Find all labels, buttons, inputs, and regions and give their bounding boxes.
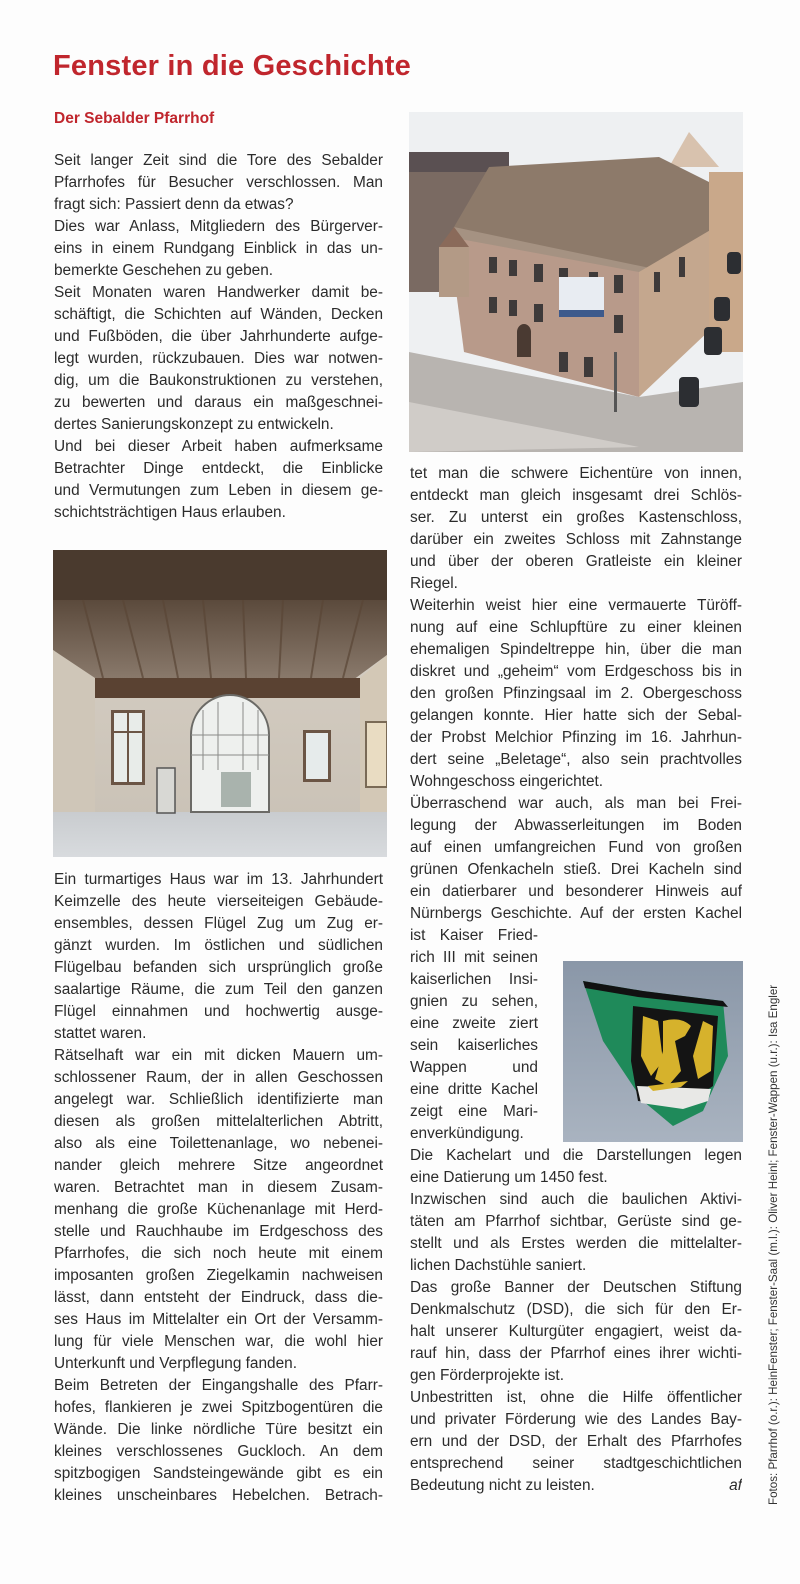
- author-signature: af: [729, 1477, 742, 1494]
- text-line: tet man die schwere Eichentüre von innen,: [410, 465, 742, 482]
- building-photo-graphic: [409, 112, 743, 452]
- interior-photo-graphic: [53, 550, 387, 857]
- text-line: Dies war Anlass, Mitgliedern des Bürgerver-: [54, 218, 383, 235]
- text-line: Unbestritten ist, ohne die Hilfe öffentlicher: [410, 1389, 742, 1406]
- text-line: Ein turmartiges Haus war im 13. Jahrhundert: [54, 871, 383, 888]
- text-line: Rätselhaft war ein mit dicken Mauern um-: [54, 1047, 383, 1064]
- text-line: bemerkte Geschehen zu geben.: [54, 262, 274, 279]
- text-line: und Vermutungen zum Leben in diesem ge-: [54, 482, 383, 499]
- text-line: lässt, dann entsteht der Eindruck, dass die-: [54, 1289, 383, 1306]
- text-line: Pfarrhofes für Besucher verschlossen. Man: [54, 174, 383, 191]
- text-line: saalartige Räume, die zum Teil den ganzen: [54, 981, 383, 998]
- text-line: Inzwischen sind auch die baulichen Aktivi-: [410, 1191, 742, 1208]
- text-line: ein datierbarer und besonderer Hinweis auf: [410, 883, 742, 900]
- right-column-main: [410, 463, 742, 925]
- text-line: Seit Monaten waren Handwerker damit be-: [54, 284, 383, 301]
- text-line: und Fußböden, die über Jahrhunderte aufge-: [54, 328, 383, 345]
- text-line: den großen Pfinzingsaal im 2. Obergeschoss: [410, 685, 742, 702]
- tile-photo: [563, 961, 743, 1142]
- text-line: Beim Betreten der Eingangshalle des Pfarr-: [54, 1377, 383, 1394]
- text-line: ser. Zu unterst ein großes Kastenschloss,: [410, 509, 742, 526]
- text-line: Weiterhin weist hier eine vermauerte Türöff-: [410, 597, 742, 614]
- text-line: entdeckt man gleich insgesamt drei Schlös-: [410, 487, 742, 504]
- text-line: sein kaiserliches: [410, 1037, 538, 1054]
- text-line: stellt und als Erstes werden die mittelalter-: [410, 1235, 742, 1252]
- text-line: waren. Betrachtet man in diesem Zusam-: [54, 1179, 383, 1196]
- text-line: angelegt war. Schließlich identifizierte man: [54, 1091, 383, 1108]
- text-line: und privater Förderung wie des Landes Bay-: [410, 1411, 742, 1428]
- text-line: Seit langer Zeit sind die Tore des Sebalder: [54, 152, 383, 169]
- text-line: Das große Banner der Deutschen Stiftung: [410, 1279, 742, 1296]
- text-line: diskret und „geheim“ vom Erdgeschoss bis in: [410, 663, 742, 680]
- right-column-closing: [410, 1145, 742, 1497]
- text-line: eins in einem Rundgang Einblick in das un-: [54, 240, 383, 257]
- text-line: kleines unscheinbares Hebelchen. Betrach-: [54, 1487, 383, 1504]
- text-line: Flügelbau befanden sich ursprünglich große: [54, 959, 383, 976]
- text-line: legt wurden, rückzubauen. Dies war notwen-: [54, 350, 383, 367]
- text-line: dig, um die Baukonstruktionen zu verstehen,: [54, 372, 383, 389]
- text-line: zeigt eine Mari-: [410, 1103, 538, 1120]
- text-line: schichtsträchtigen Haus erlauben.: [54, 504, 286, 521]
- text-line: eine zweite ziert: [410, 1015, 538, 1032]
- text-line: gelangen konnte. Hier hatte sich der Sebal-: [410, 707, 742, 724]
- text-line: Und bei dieser Arbeit haben aufmerksame: [54, 438, 383, 455]
- text-line: stelle und Rauchhaube im Erdgeschoss des: [54, 1223, 383, 1240]
- text-line: entsprechend seiner stadtgeschichtlichen: [410, 1455, 742, 1472]
- text-line: enverkündigung.: [410, 1125, 524, 1142]
- text-line: ist Kaiser Fried-: [410, 927, 538, 944]
- text-line: dert seine „Beletage“, also sein prachtvolles: [410, 751, 742, 768]
- text-line: gen Förderprojekte ist.: [410, 1367, 564, 1384]
- text-line: ses Haus im Mittelalter ein Ort der Versamm-: [54, 1311, 383, 1328]
- text-line: Bedeutung nicht zu leisten. af: [410, 1475, 742, 1497]
- text-line: spitzbogigen Sandsteingewände gibt es ein: [54, 1465, 383, 1482]
- text-line: ern und der DSD, der Erhalt des Pfarrhofes: [410, 1433, 742, 1450]
- text-line: ehemaligen Spindeltreppe hin, über die man: [410, 641, 742, 658]
- tile-photo-graphic: [563, 961, 743, 1142]
- text-line: lichen Dachstühle saniert.: [410, 1257, 587, 1274]
- text-line: Flügel einnahmen und hochwertig ausge-: [54, 1003, 383, 1020]
- text-line: diesen als großen mittelalterlichen Abtritt,: [54, 1113, 383, 1130]
- text-line: grünen Ofenkacheln stieß. Drei Kacheln sind: [410, 861, 742, 878]
- text-line: Die Kachelart und die Darstellungen legen: [410, 1147, 742, 1164]
- text-line: täten am Pfarrhof sichtbar, Gerüste sind ge-: [410, 1213, 742, 1230]
- text-line: auf einen umfangreichen Fund von großen: [410, 839, 742, 856]
- text-line: ensembles, dessen Flügel Zug um Zug er-: [54, 915, 383, 932]
- text-line: Wohngeschoss eingerichtet.: [410, 773, 604, 790]
- interior-photo: [53, 550, 387, 857]
- building-photo: [409, 112, 743, 452]
- text-line: eine dritte Kachel: [410, 1081, 538, 1098]
- text-line: rich III mit seinen: [410, 949, 538, 966]
- text-line: Wappen und: [410, 1059, 538, 1076]
- text-line: also als eine Toilettenanlage, wo nebenei-: [54, 1135, 383, 1152]
- text-line: Unterkunft und Verpflegung fanden.: [54, 1355, 298, 1372]
- text-line: imposanten großen Ziegelkamin nachweisen: [54, 1267, 383, 1284]
- text-line: lung für viele Menschen war, die wohl hier: [54, 1333, 383, 1350]
- text-line: Denkmalschutz (DSD), die sich für den Er-: [410, 1301, 742, 1318]
- right-column-narrow: [410, 925, 538, 1145]
- text-line: Nürnbergs Geschichte. Auf der ersten Kachel: [410, 905, 742, 922]
- photo-credit: Fotos: Pfarrhof (o.r.): HeinFenster; Fenster-Saal (m.l.): Oliver Heinl; Fenster-Wappen (u.r.): Isa Engler: [767, 984, 780, 1505]
- text-line: Wände. Die linke nördliche Türe besitzt ein: [54, 1421, 383, 1438]
- text-line: dertes Sanierungskonzept zu entwickeln.: [54, 416, 334, 433]
- text-line: zu bewerten und daraus ein maßgeschnei-: [54, 394, 383, 411]
- text-line: fragt sich: Passiert denn da etwas?: [54, 196, 294, 213]
- text-line: menhang die große Küchenanlage mit Herd-: [54, 1201, 383, 1218]
- text-line: eine Datierung um 1450 fest.: [410, 1169, 608, 1186]
- text-line: darüber ein zweites Schloss mit Zahnstange: [410, 531, 742, 548]
- text-line: halt unserer Kulturgüter engagiert, weist da-: [410, 1323, 742, 1340]
- text-line: und über der oberen Gratleiste ein kleiner: [410, 553, 742, 570]
- text-line: Pfarrhofes, die sich noch heute mit einem: [54, 1245, 383, 1262]
- text-line: legung der Abwasserleitungen im Boden: [410, 817, 742, 834]
- text-line: Riegel.: [410, 575, 458, 592]
- text-line: nander gleich mehrere Sitze angeordnet: [54, 1157, 383, 1174]
- left-column-main: [54, 869, 383, 1507]
- text-line: Keimzelle des heute vierseiteigen Gebäude-: [54, 893, 383, 910]
- text-line: stattet waren.: [54, 1025, 147, 1042]
- text-line: gnien zu sehen,: [410, 993, 538, 1010]
- text-line: gänzt wurden. Im östlichen und südlichen: [54, 937, 383, 954]
- text-line: der Probst Melchior Pfinzing im 16. Jahrhun-: [410, 729, 742, 746]
- text-line: Betrachter Dinge entdeckt, die Einblicke: [54, 460, 383, 477]
- text-line: schlossener Raum, der in allen Geschossen: [54, 1069, 383, 1086]
- text-line: schäftigt, die Schichten auf Wänden, Decken: [54, 306, 383, 323]
- text-line: Überraschend war auch, als man bei Frei-: [410, 795, 742, 812]
- text-line: kaiserlichen Insi-: [410, 971, 538, 988]
- text-line: nung auf eine Schlupftüre zu einer kleinen: [410, 619, 742, 636]
- text-line: kleines verschlossenes Guckloch. An dem: [54, 1443, 383, 1460]
- left-column-intro: [54, 150, 383, 524]
- article-subtitle: Der Sebalder Pfarrhof: [54, 110, 215, 127]
- article-title: Fenster in die Geschichte: [53, 50, 411, 82]
- text-line: rauf hin, dass der Pfarrhof eines ihrer wichti-: [410, 1345, 742, 1362]
- text-line: hofes, flankieren je zwei Spitzbogentüren die: [54, 1399, 383, 1416]
